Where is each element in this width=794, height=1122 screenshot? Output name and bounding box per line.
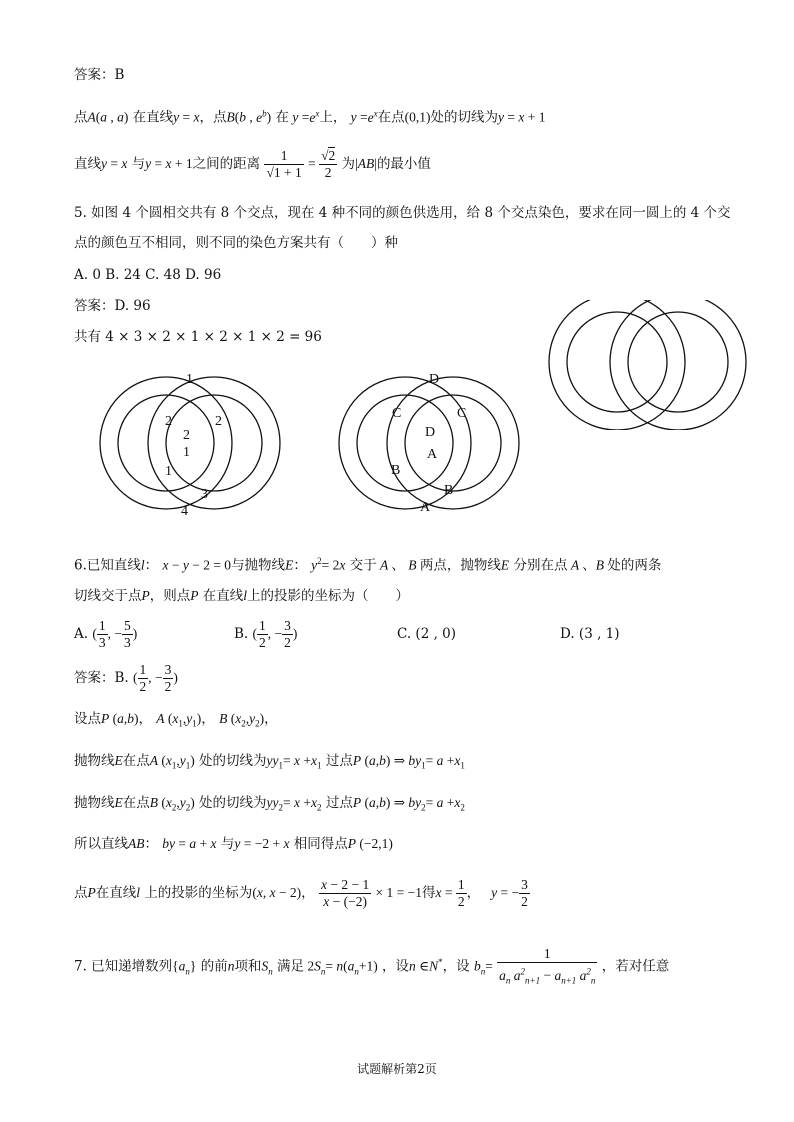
q6-solution-line2: 抛物线E在点A $(x_1,y_1)$ 处的切线为$yy_1= x +x_1$ 过点P (a,b) ⇒ $by_1= a +x_1$ xyxy=(74,753,465,771)
diagram2-label-7: B xyxy=(444,483,454,498)
diagram1-label-4: 2 xyxy=(183,428,190,443)
q6-option-b: B. ( $\frac{1}{2}$ , − $\frac{3}{2}$ ) xyxy=(234,618,298,650)
diagram1-label-8: 4 xyxy=(181,504,188,519)
q4-answer: 答案：B xyxy=(74,67,125,83)
diagram2-label-3: C xyxy=(457,406,467,421)
diagram2-label-6: B xyxy=(391,463,401,478)
diagram1-label-3: 2 xyxy=(215,414,222,429)
diagram1-label-7: 3 xyxy=(201,487,208,502)
q6-answer: 答案：B. ( $\frac{1}{2}$ , − $\frac{3}{2}$ ) xyxy=(74,662,178,694)
q6-solution-line3: 抛物线E在点B $(x_2,y_2)$ 处的切线为$yy_2= x +x_2$ 过点P (a,b) ⇒ $by_2= a +x_2$ xyxy=(74,795,465,813)
q6-solution-line5: 点P在直线l 上的投影的坐标为(x, x − 2)， $\frac{x - 2 - 1}{x - (-2)}$ × 1 = −1得x = $\frac{1}{2}$ ， y = − $\frac{3}{2}$ xyxy=(74,877,528,909)
q4-line1: 点A(a , a) 在直线y = x，点B(b , $e^b$) 在 $y =e^x$上， $y =e^x$在点(0,1)处的切线为y = x + 1 xyxy=(74,108,546,126)
coloring-diagram-numbers xyxy=(90,368,290,523)
q5-answer: 答案：D. 96 xyxy=(74,298,151,314)
q6-solution-line4: 所以直线AB： by = a + x 与y = −2 + x 相同得点P (−2,1) xyxy=(74,836,393,852)
q5-calc: 共有 4 × 3 × 2 × 1 × 2 × 1 × 2 = 96 xyxy=(74,329,322,345)
q6-option-a: A. ( $\frac{1}{3}$ , − $\frac{5}{3}$ ) xyxy=(74,618,138,650)
diagram1-label-6: 1 xyxy=(165,464,172,479)
q5-options: A. 0 B. 24 C. 48 D. 96 xyxy=(74,267,222,283)
diagram1-label-1: 1 xyxy=(186,372,193,387)
q6-stem-line1: 6.已知直线l： x − y − 2 = 0与抛物线E： $y^2= 2x$ 交于 A 、 B 两点，抛物线E 分别在点 A 、B 处的两条 xyxy=(74,556,662,574)
q6-stem-line2: 切线交于点P，则点P 在直线l上的投影的坐标为（ ） xyxy=(74,588,410,604)
q7-stem: 7. 已知递增数列$\{a_n\}$ 的前n项和$S_n$ 满足 $2S_n= n(a_n+1)$ ，设n ∈N*，设 $b_n=$ $\frac{1}{a_n a^2_{n+1} - a_{n+1} a^2_n}$ ，若对任意 xyxy=(74,946,670,986)
q5-stem-line1: 5. 如图 4 个圆相交共有 8 个交点，现在 4 种不同的颜色供选用，给 8 个交点染色，要求在同一圆上的 4 个交 xyxy=(74,205,731,221)
q6-solution-line1: 设点P (a,b)， A $(x_1,y_1)$， B $(x_2,y_2)$， xyxy=(74,711,278,729)
q6-option-d: D. (3 , 1) xyxy=(560,626,620,642)
diagram2-label-4: D xyxy=(425,425,436,440)
diagram2-label-8: A xyxy=(420,500,431,515)
coloring-diagram-letters xyxy=(330,368,530,518)
diagram2-label-5: A xyxy=(427,447,438,462)
q4-line2: 直线y = x 与y = x + 1之间的距离 $\frac{1}{√1 + 1}$ = $\frac{√2}{2}$ 为|AB|的最小值 xyxy=(74,148,431,180)
four-circles-figure xyxy=(535,300,765,430)
q6-option-c: C. (2 , 0) xyxy=(397,626,457,642)
q5-stem-line2: 点的颜色互不相同，则不同的染色方案共有（ ）种 xyxy=(74,235,398,251)
diagram1-label-5: 1 xyxy=(183,445,190,460)
diagram2-label-2: C xyxy=(392,406,402,421)
diagram1-label-2: 2 xyxy=(165,414,172,429)
page-footer: 试题解析第2页 xyxy=(357,1062,437,1076)
diagram2-label-1: D xyxy=(429,372,440,387)
